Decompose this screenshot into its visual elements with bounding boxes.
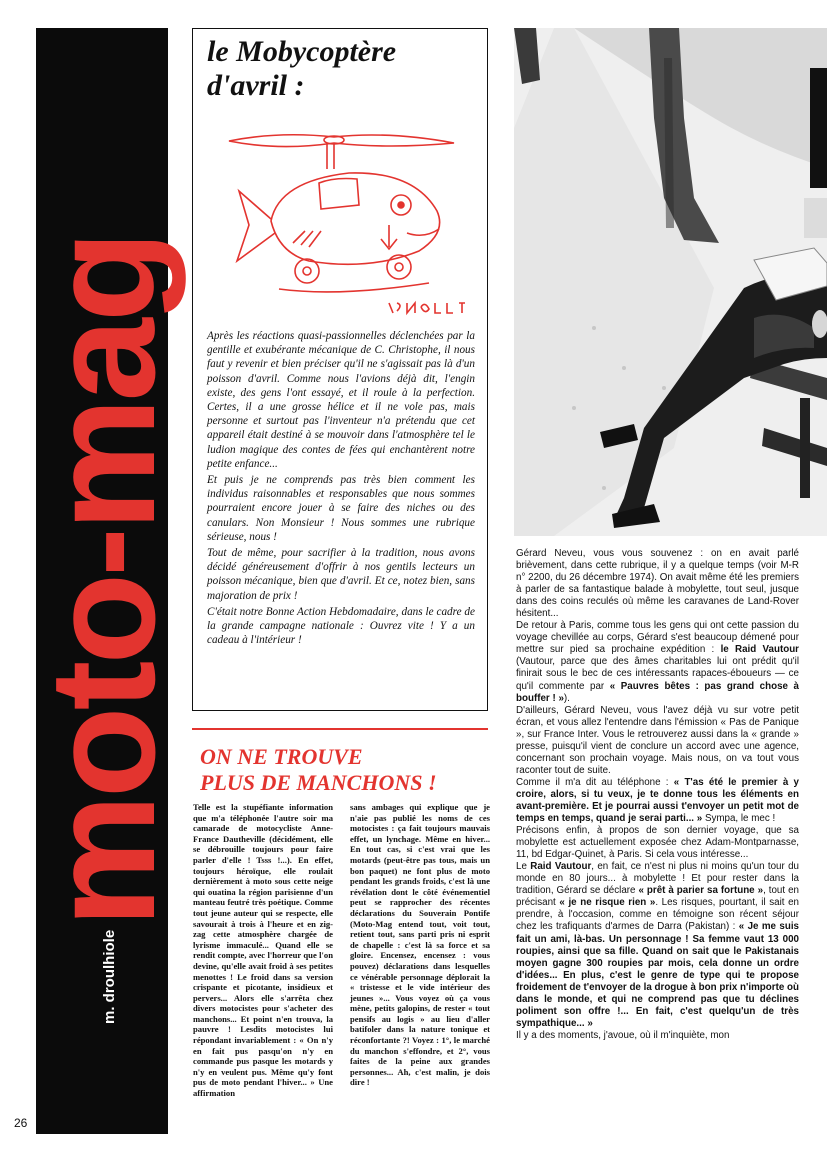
article-paragraph: Précisons enfin, à propos de son dernier voyage, que sa mobylette est actuellement exposée chez Adam-Montparnasse, 11, bd Edgar-Quinet, à Paris. Si cela vous intéresse... [516,825,799,861]
text: , en fait, ce n'est ni plus ni moins qu'un tour du monde en 80 jours... à mobylette ! Et pour rester dans la tradition, Gérard se déclare [516,861,799,897]
box-paragraph: Et puis je ne comprends pas très bien comment les individus raisonnables et responsables que nous sommes pourraient encore jouer à se faire des niches ou des canulars. Non Monsieur ! Nous sommes une rubrique sérieuse, nous ! [207,474,475,543]
mobycoptere-box [192,28,488,711]
emphasis: « T'as été le premier à y croire, alors, si tu veux, je te donne tous les éléments en avant-première. Et je pourrai aussi t'envoyer un petit mot de temps en temps, quand je serai parti... » [516,776,799,825]
article-paragraph [516,777,799,825]
author-credit: m. droulhiole [101,929,118,1024]
section-title: moto-mag [18,234,186,928]
text: . Les risques, pourtant, il sait en prendre, à l'occasion, comme en témoigne son récent séjour chez les trafiquants d'armes de Darra (Pakistan) : [516,897,799,933]
mobycoptere-drawing [209,121,475,321]
article-title-line1: ON NE TROUVE [200,744,363,769]
text: (Vautour, parce que des âmes charitables lui ont prédit qu'il finirait sous le bec de ces intéressants rapaces-éboueurs — ce qu'il commente par [516,656,799,692]
article-text: sans ambages qui explique que je n'aie pas publié les noms de ces motocistes : ça fait toujours mauvais effet, un lynchage. Même en hiver... En tout cas, si c'est vrai que les motards (peut-être pas tous, mais un bon paquet) ne font plus de moto pendant les grands froids, c'est là une révélation dont le côté événementiel peut se rapprocher des récentes déclarations du Souverain Pontife (Moto-Mag entend tout, voit tout, retient tout, sans parti pris ni esprit de chapelle : c'est là sa force et sa gloire. Encensez, encensez : vous pouvez) déclarations dans lesquelles ce vénérable personnage déplorait la « tristesse et le vide intérieur des jeunes »... Vous voyez où ça vous mène, petits galopins, de rester « tout pensifs au logis » au lieu d'aller batifoler dans la nature tonique et réconfortante ?! Voyez : 1°, le marché du manchon s'effondre, et 2°, vous faites de la peine aux grandes personnes... Ah, c'est malin, je dois dire ! [350,802,490,1088]
box-title [207,35,396,103]
article-paragraph: Gérard Neveu, vous vous souvenez : on en avait parlé brièvement, dans cette rubrique, il y a quelque temps (voir M-R n° 2200, du 26 décembre 1974). On avait même été les premiers à parler de sa fantastique balade à mobylette, tout seul, jusque dans des coins reculés où même les caravanes de Land-Rover hésitent... [516,548,799,620]
text: De retour à Paris, comme tous les gens qui ont cette passion du voyage chevillée au corps, Gérard s'est beaucoup démené pour mettre sur pied sa prochaine expédition : [516,620,799,656]
article-column-2 [350,802,490,1089]
box-paragraph: Tout de même, pour sacrifier à la tradition, nous avons décidé généreusement d'offrir à nos gentils lecteurs un poisson mécanique, bien que d'avril. Et ce, notez bien, sans majoration de prix ! [207,547,475,602]
article-title [200,744,490,796]
emphasis: « Pauvres bêtes : pas grand chose à bouffer ! » [516,680,799,704]
divider [192,728,488,730]
text: ). [563,692,570,704]
emphasis: « Je me suis fait un ami, là-bas. Un personnage ! Sa femme vaut 13 000 roupies, ainsi que sa fille. Quand on sait que le Pakistanais moyen gagne 300 roupies par mois, cela donne un ordre d'idées... En plus, c'est le genre de type qui te propose froidement de t'envoyer de la drogue à bon prix n'importe où dans le monde, et qui ne comprend pas que tu déclines poliment son offre !... En fait, c'est quelqu'un de très sympathique... » [516,921,799,1029]
article-paragraph: D'ailleurs, Gérard Neveu, vous l'avez déjà vu sur votre petit écran, et vous allez l'entendre dans l'émission « Pas de Panique », sur France Inter. Vous le retrouverez aussi dans la « grande » presse, puisqu'il vient de conclure un accord avec une agence, concernant son prochain voyage. Mais nous, on va tout vous raconter tout de suite. [516,704,799,776]
text: Sympa, le mec ! [704,813,776,825]
photo-image [514,28,827,536]
box-body [207,329,475,649]
box-title-line1: le Mobycoptère [207,35,397,68]
article-paragraph [516,620,799,704]
emphasis: le Raid Vautour [720,644,799,656]
box-title-line2: d'avril : [207,69,305,102]
article-column-1 [193,802,333,1100]
box-paragraph: C'était notre Bonne Action Hebdomadaire, dans le cadre de la grande campagne nationale : Ouvrez vite ! Y a un cadeau à l'intérieur ! [207,605,475,647]
text: Le [516,861,527,873]
text: , tout en précisant [516,885,799,909]
text: Comme il m'a dit au téléphone : [516,776,669,788]
article-paragraph [516,861,799,1030]
article-paragraph: Il y a des moments, j'avoue, où il m'inquiète, mon [516,1029,730,1041]
emphasis: « je ne risque rien » [559,897,656,909]
page-number: 26 [14,1116,28,1130]
emphasis: « prêt à parier sa fortune » [638,885,764,897]
emphasis: Raid Vautour [530,861,592,873]
box-paragraph: Après les réactions quasi-passionnelles déclenchées par la gentille et exubérante mécanique de C. Christophe, il nous faut y revenir et bien préciser qu'il ne s'agissait pas là d'un poisson d'avril. Comme nous l'avions déjà dit, l'engin existe, des gens l'ont essayé, et il roule à la perfection. Certes, il a une grosse hélice et il ne vole pas, mais personne et surtout pas l'inventeur n'a prétendu que cet appareil était destiné à se mouvoir dans l'atmosphère tel le ludion magique des contes de fées qui enchantèrent notre petite enfance... [207,330,475,470]
photo-man-on-bench [514,28,827,536]
article-title-line2: PLUS DE MANCHONS ! [200,770,437,795]
gerard-neveu-article [516,548,799,1042]
article-text: Telle est la stupéfiante information que m'a téléphonée l'autre soir ma camarade de motocycliste Anne-France Dautheville (décidément, elle se débrouille toujours pour faire parler d'elle ! Tsss !...). En effet, toujours héroïque, elle roulait dernièrement à moto sous cette neige qui ouatina la région parisienne d'un manteau feutré très poétique. Comme tout jeune auteur qui se respecte, elle savourait à trois à l'heure et en zig-zag cette atmosphère chargée de lyrisme immaculé... Quand elle se rendit compte, avec l'horreur que l'on devine, qu'elle avait froid à ses petites menottes ! Le froid dans sa version crispante et picotante, insidieux et pervers... Alors elle s'arrêta chez divers motocistes pour s'acheter des manchons... Et point n'en trouva, la pauvre ! Lesdits motocistes lui répondant invariablement : « On n'y en fait pus pasqu'on n'y en commande pus pasque les motards y n'y en veulent pus. Même qu'y font pus de moto pendant l'hiver... » Une affirmation [193,802,333,1099]
